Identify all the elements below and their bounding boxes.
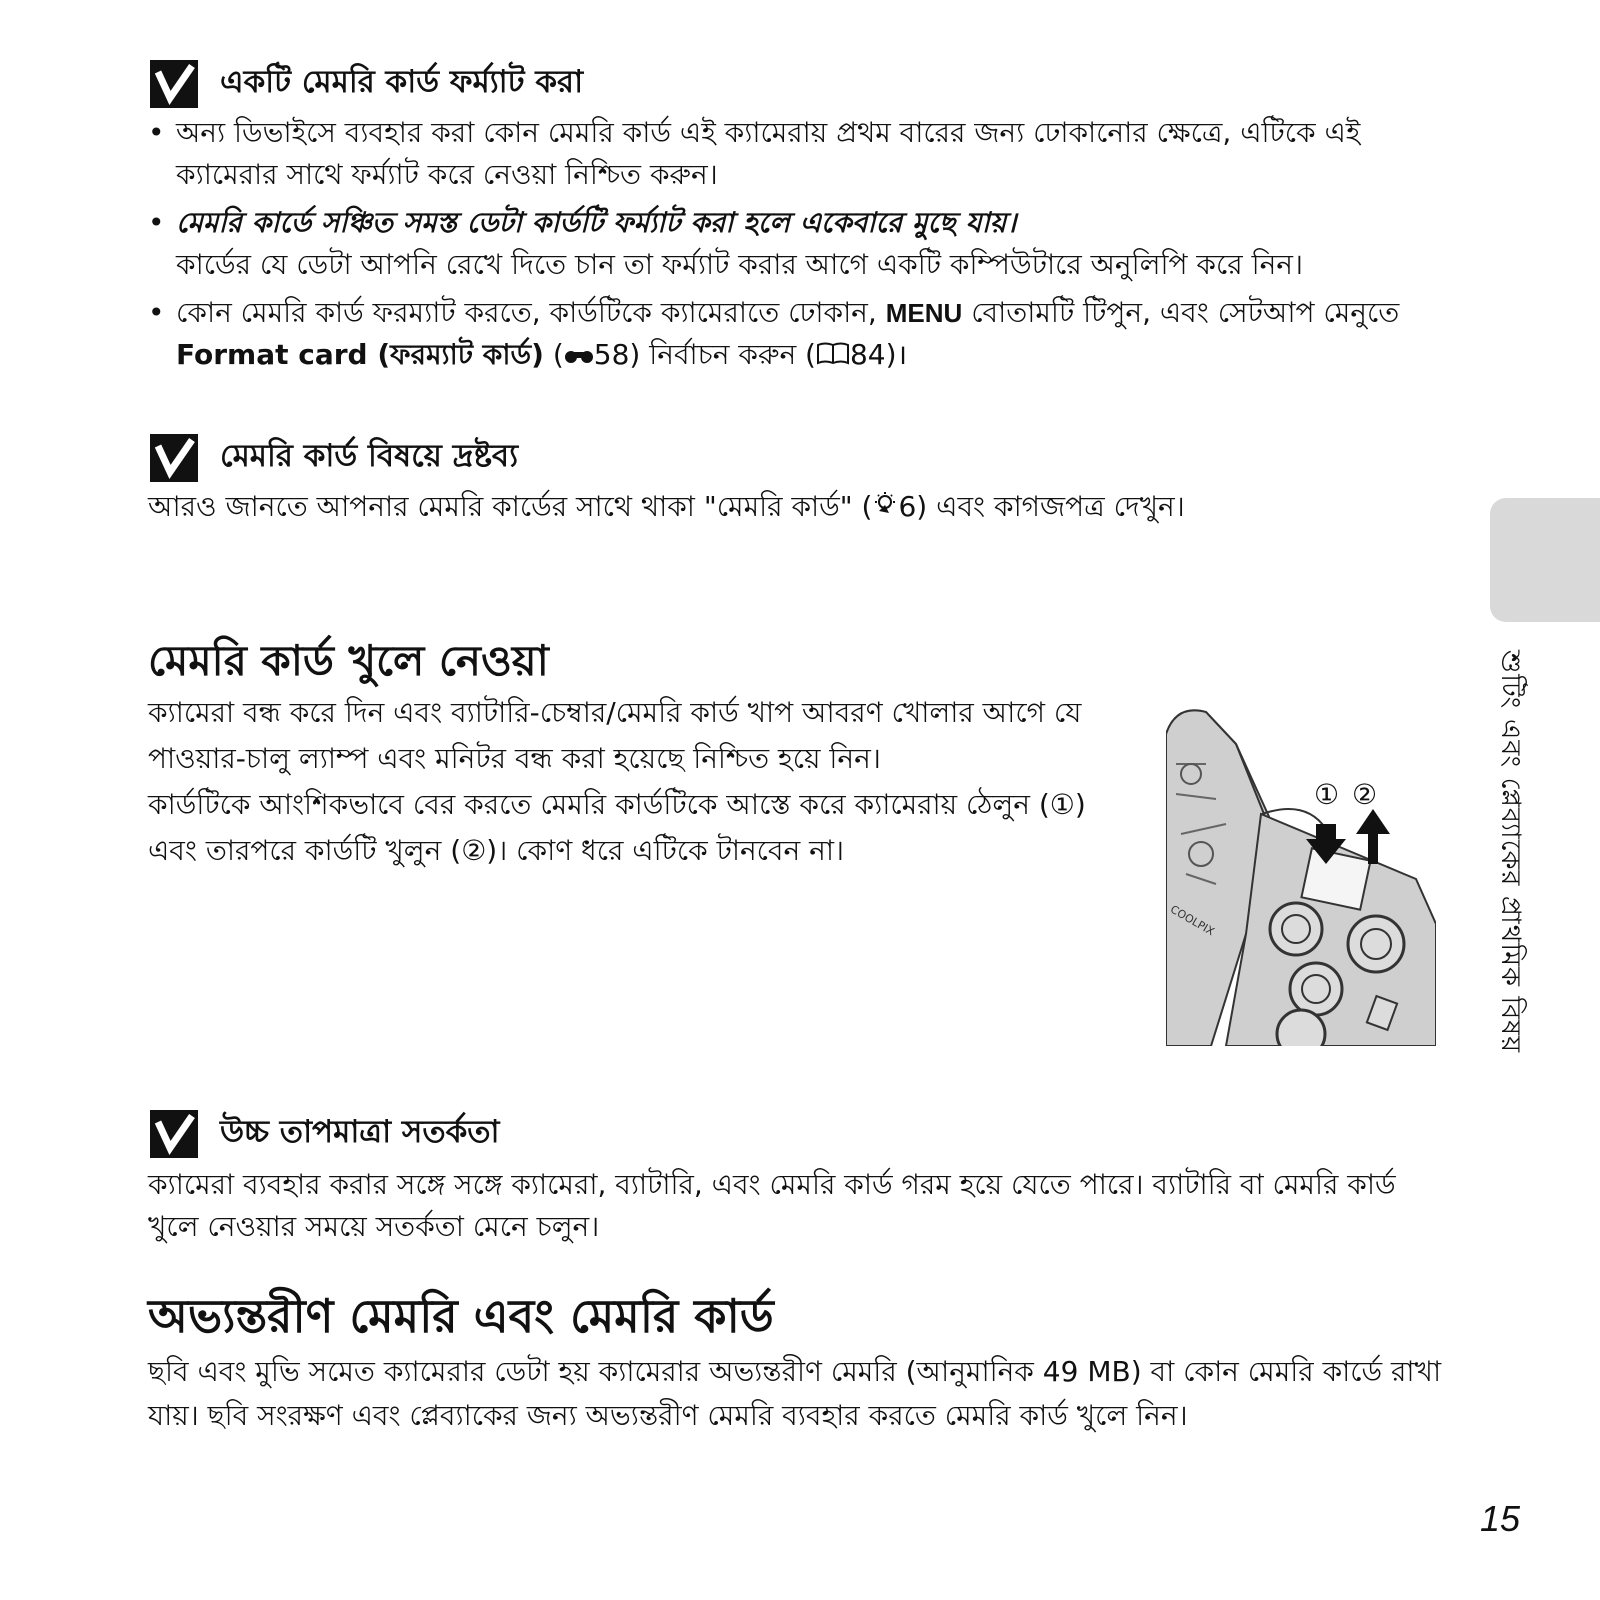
bullet-text: অন্য ডিভাইসে ব্যবহার করা কোন মেমরি কার্ড এই ক্যামেরায় প্রথম বারের জন্য ঢোকানোর ক্ষেত্রে, এটিকে এই ক্যামেরার সাথে ফর্ম্যাট করে নেওয়া নিশ্চিত করুন। [176, 116, 1361, 191]
check-icon [150, 60, 198, 108]
camera-brand-label: COOLPIX [1168, 902, 1217, 939]
note-high-temp-body: ক্যামেরা ব্যবহার করার সঙ্গে সঙ্গে ক্যামেরা, ব্যাটারি, এবং মেমরি কার্ড গরম হয়ে যেতে পারে। ব্যাটারি বা মেমরি কার্ড খুলে নেওয়ার সময়ে সতর্কতা মেনে চলুন। [148, 1168, 1396, 1243]
section-body: ছবি এবং মুভি সমেত ক্যামেরার ডেটা হয় ক্যামেরার অভ্যন্তরীণ মেমরি (আনুমানিক 49 MB) বা কোন মেমরি কার্ডে রাখা যায়। ছবি সংরক্ষণ এবং প্লেব্যাকের জন্য অভ্যন্তরীণ মেমরি ব্যবহার করতে মেমরি কার্ড খুলে নিন। [148, 1355, 1442, 1432]
note-memory-card-body [148, 486, 1448, 529]
page-number: 15 [1479, 1498, 1520, 1539]
bullet-text: কোন মেমরি কার্ড ফরম্যাট করতে, কার্ডটিকে ক্যামেরাতে ঢোকান, [176, 296, 877, 329]
bullet-text: নির্বাচন করুন ( [649, 338, 816, 371]
tip-icon [872, 487, 898, 529]
check-icon [150, 1110, 198, 1158]
check-icon [150, 434, 198, 482]
note-text: আরও জানতে আপনার মেমরি কার্ডের সাথে থাকা "মেমরি কার্ড" ( [148, 490, 873, 523]
note-format-card-header [150, 58, 583, 110]
section-body [148, 690, 1088, 874]
bullet-item [148, 292, 1408, 377]
paren: ( [552, 338, 564, 371]
chapter-side-label: শুটিং এবং প্লেব্যাকের প্রাথমিক বিষয় [1495, 650, 1526, 1054]
note-high-temp-header [150, 1108, 500, 1160]
format-card-option: Format card (ফরম্যাট কার্ড) [176, 338, 544, 371]
reference-page: 84)। [849, 338, 908, 371]
paragraph: কার্ডটিকে আংশিকভাবে বের করতে মেমরি কার্ডটিকে আস্তে করে ক্যামেরায় ঠেলুন (①) এবং তারপরে কার্ডটি খুলুন (②)। কোণ ধরে এটিকে টানবেন না। [148, 788, 1086, 867]
section-title: অভ্যন্তরীণ মেমরি এবং মেমরি কার্ড [148, 1289, 774, 1343]
figure-step-1: ① [1314, 778, 1340, 811]
bullet-emphasis: মেমরি কার্ডে সঞ্চিত সমস্ত ডেটা কার্ডটি ফর্ম্যাট করা হলে একেবারে মুছে যায়। [176, 206, 1017, 239]
note-text: এবং কাগজপত্র দেখুন। [936, 490, 1185, 523]
bullet-item [148, 112, 1408, 196]
note-title: একটি মেমরি কার্ড ফর্ম্যাট করা [220, 64, 584, 100]
camera-illustration [1166, 704, 1436, 1046]
note-memory-card-header [150, 432, 518, 484]
book-icon [816, 335, 850, 377]
note-format-card-body [148, 112, 1408, 383]
bullet-text: বোতামটি টিপুন, এবং সেটআপ মেনুতে [971, 296, 1400, 329]
note-title: উচ্চ তাপমাত্রা সতর্কতা [220, 1114, 500, 1150]
reference-page: 58) [593, 338, 641, 371]
reference-section-icon [564, 335, 594, 377]
section-title: মেমরি কার্ড খুলে নেওয়া [148, 636, 549, 685]
menu-button-label: MENU [885, 298, 963, 328]
figure-step-2: ② [1352, 778, 1378, 811]
bullet-text: কার্ডের যে ডেটা আপনি রেখে দিতে চান তা ফর্ম্যাট করার আগে একটি কম্পিউটারে অনুলিপি করে নিন। [176, 248, 1304, 281]
reference-page: 6) [898, 490, 928, 523]
camera-illustration-svg [1166, 704, 1436, 1046]
paragraph: ক্যামেরা বন্ধ করে দিন এবং ব্যাটারি-চেম্বার/মেমরি কার্ড খাপ আবরণ খোলার আগে যে পাওয়ার-চালু ল্যাম্প এবং মনিটর বন্ধ করা হয়েছে নিশ্চিত হয়ে নিন। [148, 696, 1082, 775]
note-title: মেমরি কার্ড বিষয়ে দ্রষ্টব্য [220, 438, 519, 474]
section-tab [1490, 498, 1600, 622]
bullet-item [148, 202, 1408, 286]
